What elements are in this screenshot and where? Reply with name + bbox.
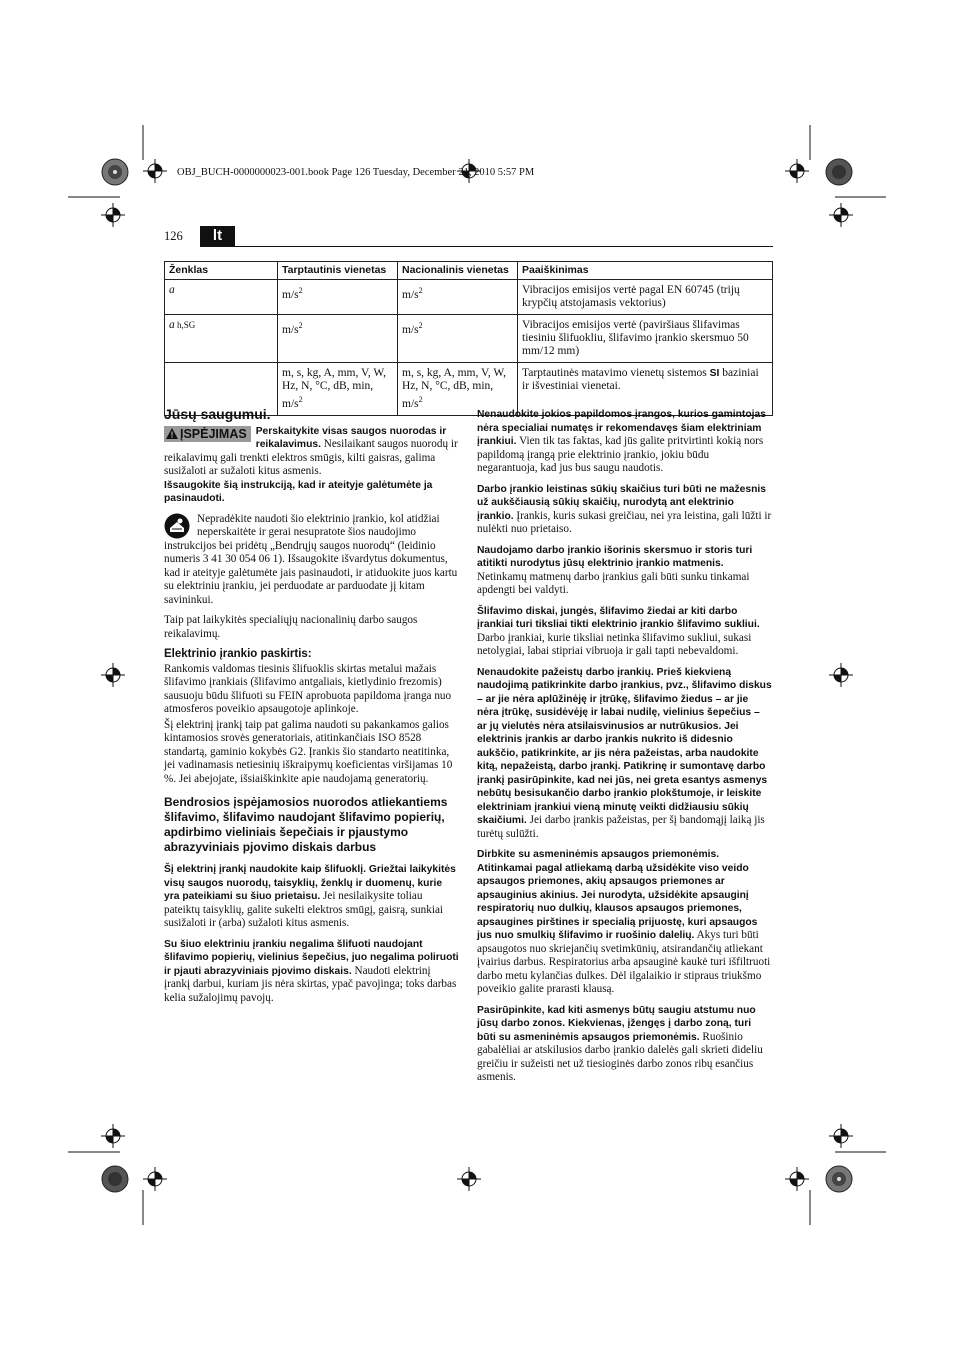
instruction-text: Ruošinio gabalėliai ar atskilusios darbo įrankio dalelės gali skrieti dideliu greičiu ir sužeisti net už tiesioginės darbo zonos ribų esančius asmenis.: [477, 1030, 763, 1083]
warning-label: ĮSPĖJIMAS: [180, 426, 247, 441]
table-header: Tarptautinis vienetas: [278, 262, 398, 280]
explanation-cell: Vibracijos emisijos vertė pagal EN 60745 (trijų krypčių atstojamasis vektorius): [518, 280, 773, 315]
instruction-paragraph: [477, 666, 772, 842]
intl-unit: m, s, kg, A, mm, V, W, Hz, N, °C, dB, min, m/s: [282, 367, 387, 410]
superscript: 2: [418, 321, 423, 330]
instruction-bold: Nenaudokite pažeistų darbo įrankių. Prieš kiekvieną naudojimą patikrinkite darbo įrankius, pvz., šlifavimo diskus – ar jie nėra aplūžinėję ir įtrūkę, šlifavimo žiedus – ar jie nėra įtrūkę, susidėvėję ir labai nudilę, vielinius šepečius – ar jų vielutės nėra atsilaisvinusios ar nutrūkusios. Jei elektrinis įrankis ar darbo įrankis nukrito iš didesnio aukščio, patikrinkite, ar jis nėra pažeistas, arba naudokite kitą, nepažeistą, darbo įrankį. Patikrinę ir sumontavę darbo įrankį pasirūpinkite, kad nei jūs, nei greta esantys asmenys nebūtų besisukančio darbo įrankio plokštumoje, ir leiskite elektriniam įrankiui vieną minutę veikti didžiausiu sūkių skaičiumi.: [477, 666, 772, 826]
explanation-tail: baziniai ir išvestiniai vienetai.: [522, 367, 759, 392]
warning-paragraph: [164, 425, 459, 479]
natl-unit: m/s: [402, 323, 419, 336]
keep-instructions: Išsaugokite šią instrukciją, kad ir ateityje galėtumėte ja pasinaudoti.: [164, 479, 433, 504]
right-column: [477, 408, 772, 1092]
registration-target-icon: [101, 663, 125, 687]
natl-unit-cell: [398, 280, 518, 315]
instruction-bold: Pasirūpinkite, kad kiti asmenys būtų saugiu atstumu nuo jūsų darbo zonos. Kiekvienas, įžengęs į darbo zoną, turi būti su asmeninėmis apsaugos priemonėmis.: [477, 1004, 756, 1043]
registration-target-icon: [829, 1124, 853, 1148]
symbol-cell: [165, 315, 278, 363]
language-badge: lt: [200, 226, 235, 246]
instruction-bold: Su šiuo elektriniu įrankiu negalima šlifuoti naudojant šlifavimo popierių, vielinius šepečius, juo negalima poliruoti ir pjauti abrazyviniais pjovimo diskais.: [164, 938, 459, 977]
file-info: OBJ_BUCH-0000000023-001.book Page 126 Tuesday, December 21, 2010 5:57 PM: [177, 167, 535, 178]
instruction-paragraph: [164, 863, 459, 931]
registration-target-icon: [785, 1167, 809, 1191]
color-wheel-icon: [101, 158, 129, 186]
instruction-paragraph: [477, 605, 772, 659]
color-wheel-icon: [101, 1165, 129, 1193]
superscript: 2: [418, 286, 423, 295]
instruction-paragraph: [477, 483, 772, 537]
national-regulations: Taip pat laikykitės specialiųjų nacionalinių darbo saugos reikalavimų.: [164, 614, 418, 640]
instruction-bold: Darbo įrankio leistinas sūkių skaičius turi būti ne mažesnis už aukščiausią sūkių skaičių, nurodytą ant elektrinio įrankio.: [477, 483, 766, 522]
instruction-paragraph: [164, 938, 459, 1006]
superscript: 2: [298, 321, 303, 330]
registration-target-icon: [101, 1124, 125, 1148]
instruction-text: Jei darbo įrankis pažeistas, per šį bandomąjį laiką jis turėtų sulūžti.: [477, 814, 765, 840]
page-number: 126: [164, 229, 183, 243]
explanation-text: Tarptautinės matavimo vienetų sistemos: [522, 367, 710, 379]
superscript: 2: [298, 286, 303, 295]
superscript: 2: [418, 395, 423, 404]
table-header: Nacionalinis vienetas: [398, 262, 518, 280]
instruction-text: Darbo įrankiai, kurie tiksliai netinka šlifavimo sukliui, sukasi netolygiai, labai stipriai vibruoja ir gali tapti nebevaldomi.: [477, 631, 752, 657]
purpose-heading: Elektrinio įrankio paskirtis:: [164, 648, 312, 660]
natl-unit: m/s: [402, 288, 419, 301]
warning-badge: [164, 426, 251, 442]
instruction-text: Įrankis, kuris sukasi greičiau, nei yra leistina, gali lūžti ir nulėkti nuo prietaiso.: [477, 509, 772, 535]
header-rule: [200, 246, 773, 247]
instruction-text: Naudoti elektrinį įrankį darbui, kuriam jis nėra skirtas, ypač pavojinga; toks darbas kelia sužalojimų pavojų.: [164, 964, 457, 1004]
natl-unit-cell: [398, 315, 518, 363]
table-header-row: [165, 262, 773, 280]
registration-target-icon: [101, 203, 125, 227]
table-row: [165, 280, 773, 315]
section-title: Jūsų saugumui.: [164, 406, 271, 422]
instruction-paragraph: [477, 848, 772, 997]
general-warnings-heading: Bendrosios įspėjamosios nuorodos atliekantiems šlifavimo, šlifavimo naudojant šlifavimo popierių, apdirbimo vieliniais šepečiais ir pjaustymo abrazyviniais pjovimo diskais darbus: [164, 795, 448, 854]
explanation-cell: Vibracijos emisijos vertė (paviršiaus šlifavimas tiesiniu šlifuokliu, šlifavimo įrankio skersmuo 50 mm/12 mm): [518, 315, 773, 363]
superscript: 2: [298, 395, 303, 404]
table-header: Paaiškinimas: [518, 262, 773, 280]
explanation-bold: SI: [709, 368, 720, 379]
instruction-text: Jei nesilaikysite toliau pateiktų taisyklių, galite sukelti elektros smūgį, gaisrą, sunkiai susižaloti ir (arba) sužaloti kitus asmenis.: [164, 890, 444, 929]
generator-text: Šį elektrinį įrankį taip pat galima naudoti su pakankamos galios kintamosios srovės generatoriais, atitinkančiais ISO 8528 standartą, gaminio kokybės G2. Įrankis šio standarto neatitinka, jei vadinamasis netiesinių iškraipymų koeficientas viršijamas 10 %. Jei abejojate, išsiaiškinkite apie naudojamą generatorių.: [164, 718, 453, 785]
registration-target-icon: [829, 663, 853, 687]
intl-unit-cell: [278, 280, 398, 315]
instruction-bold: Naudojamo darbo įrankio išorinis skersmuo ir storis turi atitikti nurodytus jūsų elektrinio įrankio matmenis.: [477, 544, 753, 569]
registration-target-icon: [143, 159, 167, 183]
intl-unit: m/s: [282, 288, 299, 301]
instruction-bold: Šį elektrinį įrankį naudokite kaip šlifuoklį. Griežtai laikykitės visų saugos nuorodų, taisyklių, ženklų ir duomenų, kurie yra pateikiami su šiuo prietaisu.: [164, 864, 456, 902]
manual-text: Nepradėkite naudoti šio elektrinio įrankio, kol atidžiai neperskaitėte ir gerai nesupratote šios naudojimo instrukcijos bei pridėtų „Bendrųjų saugos nuorodų“ (leidinio numeris 3 41 30 054 06 1). Išsaugokite išvardytus dokumentus, kad ir ateityje galėtumėte jais pasinaudoti, ir atiduokite juos kartu su elektriniu įrankiu, jei perduodate ar parduodate jį kitam savininkui.: [164, 512, 458, 606]
symbol-cell: [165, 280, 278, 315]
instruction-text: Vien tik tas faktas, kad jūs galite pritvirtinti kokią nors papildomą įrangą prie elektrinio įrankio, jokiu būdu negarantuoja, kad jus bus saugu naudotis.: [477, 435, 764, 474]
instruction-paragraph: [477, 408, 772, 476]
table-header: Ženklas: [165, 262, 278, 280]
instruction-bold: Dirbkite su asmeninėmis apsaugos priemonėmis. Atitinkamai pagal atliekamą darbą užsidėkite viso veido apsaugos priemones, akių apsaugos priemones ar apsauginius akinius. Jei nurodyta, užsidėkite apsauginį respiratorių nuo dulkių, klausos apsaugos priemones, apsaugines pirštines ir specialią prijuostę, kuri apsaugos jus nuo smulkių šlifavimo ir ruošinio dalelių.: [477, 849, 758, 941]
warning-triangle-icon: [166, 428, 178, 439]
instruction-text: Netinkamų matmenų darbo įrankius gali būti sunku tinkamai apdengti bei valdyti.: [477, 570, 750, 596]
purpose-text: Rankomis valdomas tiesinis šlifuoklis skirtas metalui mažais šlifavimo įrankiais (šlifavimo antgaliais, kietlydinio frezomis) sausuoju būdu šlifuoti su FEIN aprobuota papildoma įranga nuo atmosferos poveikio apsaugotoje aplinkoje.: [164, 662, 452, 715]
intl-unit: m/s: [282, 323, 299, 336]
symbol: a: [169, 319, 175, 331]
symbol: a: [169, 284, 175, 296]
symbol-subscript: h,SG: [174, 320, 196, 330]
registration-target-icon: [785, 159, 809, 183]
table-row: [165, 315, 773, 363]
intl-unit-cell: [278, 315, 398, 363]
instruction-paragraph: [477, 1004, 772, 1085]
manual-paragraph: [164, 513, 459, 608]
left-column: [164, 408, 459, 1012]
units-table: [164, 261, 773, 416]
registration-target-icon: [829, 203, 853, 227]
registration-target-icon: [457, 1167, 481, 1191]
instruction-paragraph: [477, 544, 772, 598]
warning-bold: Perskaitykite visas saugos nuorodas ir reikalavimus.: [255, 425, 447, 450]
instruction-bold: Nenaudokite jokios papildomos įrangos, kurios gamintojas nėra specialiai numatęs ir rekomendavęs šiam elektriniam įrankiui.: [477, 409, 766, 447]
read-manual-icon: [164, 513, 190, 539]
instruction-text: Akys turi būti apsaugotos nuo skriejančių svetimkūnių, atsirandančių atliekant įvairius darbus. Respiratorius arba apsauginė kaukė turi išfiltruoti darbo metu kylančias dulkes. Dėl ilgalaikio ir stipraus triukšmo poveikio galite prarasti klausą.: [477, 929, 771, 995]
color-wheel-icon: [825, 158, 853, 186]
natl-unit: m, s, kg, A, mm, V, W, Hz, N, °C, dB, min, m/s: [402, 367, 507, 410]
instruction-bold: Šlifavimo diskai, jungės, šlifavimo žiedai ar kiti darbo įrankiai turi tiksliai tikti elektrinio įrankio šlifavimo sukliui.: [477, 605, 760, 630]
color-wheel-icon: [825, 1165, 853, 1193]
registration-target-icon: [143, 1167, 167, 1191]
warning-text: Nesilaikant saugos nuorodų ir reikalavimų gali trenkti elektros smūgis, kilti gaisras, galima susižaloti ar sužaloti kitus asmenis.: [164, 438, 458, 477]
